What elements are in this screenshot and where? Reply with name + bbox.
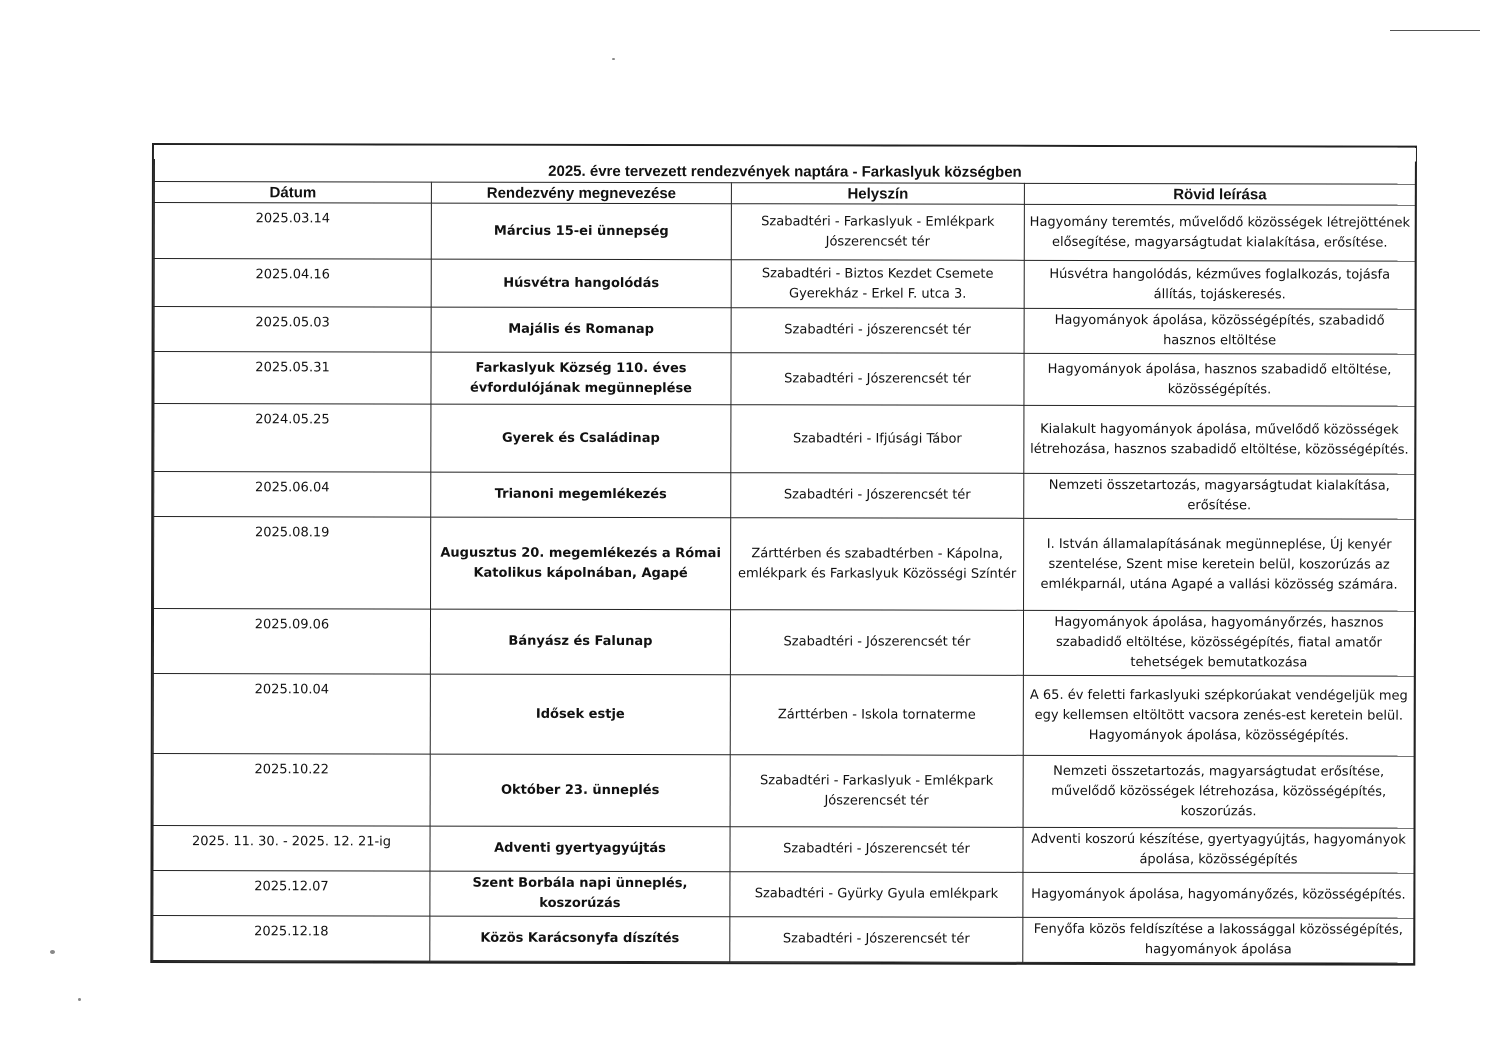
- date-cell: 2025.12.07: [153, 871, 430, 917]
- event-cell: Szent Borbála napi ünneplés, koszorúzás: [430, 871, 730, 917]
- location-cell: Szabadtéri - jószerencsét tér: [731, 308, 1024, 354]
- table-title: 2025. évre tervezett rendezvények naptára - Farkaslyuk községben: [154, 152, 1415, 184]
- event-cell: Október 23. ünneplés: [430, 754, 730, 827]
- header-event: Rendezvény megnevezése: [431, 182, 731, 204]
- table-row: [154, 203, 1415, 262]
- event-cell: Majális és Romanap: [431, 307, 731, 353]
- date-cell: 2025. 11. 30. - 2025. 12. 21-ig: [153, 826, 430, 872]
- description-cell: Fenyőfa közös feldíszítése a lakossággal közösségépítés, hagyományok ápolása: [1023, 917, 1414, 963]
- location-cell: Szabadtéri - Jószerencsét tér: [731, 473, 1024, 519]
- location-cell: Szabadtéri - Jószerencsét tér: [730, 610, 1023, 676]
- date-cell: 2025.06.04: [154, 472, 431, 518]
- event-cell: Idősek estje: [430, 674, 730, 755]
- date-cell: 2025.12.18: [153, 916, 430, 962]
- table-row: [154, 352, 1415, 407]
- header-location: Helyszín: [731, 183, 1024, 205]
- event-cell: Bányász és Falunap: [430, 609, 730, 675]
- event-cell: Március 15-ei ünnepség: [431, 203, 731, 260]
- location-cell: Szabadtéri - Jószerencsét tér: [730, 827, 1023, 873]
- description-cell: Hagyomány teremtés, művelődő közösségek létrejöttének elősegítése, magyarságtudat kialakítása, erősítése.: [1024, 204, 1415, 261]
- table-row: [153, 826, 1414, 874]
- scan-artifact-line: [1390, 30, 1480, 31]
- event-cell: Augusztus 20. megemlékezés a Római Katolikus kápolnában, Agapé: [431, 517, 731, 610]
- description-cell: Nemzeti összetartozás, magyarságtudat erősítése, művelődő közösségek létrehozása, közösségépítés, koszorúzás.: [1023, 755, 1414, 828]
- header-description: Rövid leírása: [1024, 183, 1415, 205]
- date-cell: 2025.04.16: [154, 259, 431, 308]
- scan-speck: [78, 998, 81, 1001]
- event-cell: Farkaslyuk Község 110. éves évfordulójának megünneplése: [431, 352, 731, 405]
- description-cell: Hagyományok ápolása, hasznos szabadidő eltöltése, közösségépítés.: [1024, 353, 1415, 406]
- location-cell: Zárttérben - Iskola tornaterme: [730, 675, 1023, 756]
- event-cell: Gyerek és Családinap: [431, 404, 731, 473]
- table-row: [154, 517, 1415, 612]
- table-row: [153, 754, 1414, 829]
- description-cell: Adventi koszorú készítése, gyertyagyújtás, hagyományok ápolása, közösségépítés: [1023, 827, 1414, 873]
- date-cell: 2025.05.31: [154, 352, 431, 405]
- date-cell: 2024.05.25: [154, 404, 431, 473]
- location-cell: Zárttérben és szabadtérben - Kápolna, emlékpark és Farkaslyuk Közösségi Színtér: [731, 518, 1024, 611]
- description-cell: Kialakult hagyományok ápolása, művelődő közösségek létrehozása, hasznos szabadidő eltöltése, közösségépítés.: [1024, 405, 1415, 474]
- description-cell: A 65. év feletti farkaslyuki szépkorúakat vendégeljük meg egy kellemsen eltöltött vacsora zenés-est keretein belül. Hagyományok ápolása, közösségépítés.: [1023, 675, 1414, 756]
- table-row: [154, 259, 1415, 310]
- date-cell: 2025.09.06: [153, 609, 430, 675]
- table-row: [154, 307, 1415, 355]
- location-cell: Szabadtéri - Biztos Kezdet Csemete Gyerekház - Erkel F. utca 3.: [731, 260, 1024, 309]
- header-date: Dátum: [154, 182, 431, 204]
- description-cell: Húsvétra hangolódás, kézműves foglalkozás, tojásfa állítás, tojáskeresés.: [1024, 260, 1415, 309]
- location-cell: Szabadtéri - Jószerencsét tér: [731, 353, 1024, 406]
- event-calendar-table: [150, 143, 1417, 966]
- location-cell: Szabadtéri - Farkaslyuk - Emlékpark Jószerencsét tér: [731, 204, 1024, 261]
- date-cell: 2025.10.04: [153, 674, 430, 755]
- event-cell: Húsvétra hangolódás: [431, 259, 731, 308]
- location-cell: Szabadtéri - Jószerencsét tér: [730, 917, 1023, 963]
- table-row: [154, 472, 1415, 520]
- scan-speck: [612, 58, 615, 60]
- table-row: [153, 674, 1414, 757]
- description-cell: Hagyományok ápolása, közösségépítés, szabadidő hasznos eltöltése: [1024, 308, 1415, 354]
- location-cell: Szabadtéri - Gyürky Gyula emlékpark: [730, 872, 1023, 918]
- table-row: [154, 404, 1415, 475]
- scan-speck: [50, 950, 55, 954]
- description-cell: Hagyományok ápolása, hagyományőrzés, hasznos szabadidő eltöltése, közösségépítés, fiatal amatőr tehetségek bemutatkozása: [1023, 610, 1414, 676]
- event-cell: Trianoni megemlékezés: [431, 472, 731, 518]
- date-cell: 2025.05.03: [154, 307, 431, 353]
- table-row: [153, 916, 1414, 964]
- date-cell: 2025.10.22: [153, 754, 430, 827]
- location-cell: Szabadtéri - Farkaslyuk - Emlékpark Jószerencsét tér: [730, 755, 1023, 828]
- event-cell: Közös Karácsonyfa díszítés: [430, 916, 730, 962]
- description-cell: I. István államalapításának megünneplése, Új kenyér szentelése, Szent mise keretein belül, koszorúzás az emlékparnál, utána Agapé a vallási közösség számára.: [1024, 518, 1415, 611]
- date-cell: 2025.03.14: [154, 203, 431, 260]
- event-cell: Adventi gyertyagyújtás: [430, 826, 730, 872]
- location-cell: Szabadtéri - Ifjúsági Tábor: [731, 405, 1024, 474]
- table-row: [153, 609, 1414, 677]
- description-cell: Nemzeti összetartozás, magyarságtudat kialakítása, erősítése.: [1024, 473, 1415, 519]
- date-cell: 2025.08.19: [154, 517, 431, 610]
- table-row: [153, 871, 1414, 919]
- description-cell: Hagyományok ápolása, hagyományőzés, közösségépítés.: [1023, 872, 1414, 918]
